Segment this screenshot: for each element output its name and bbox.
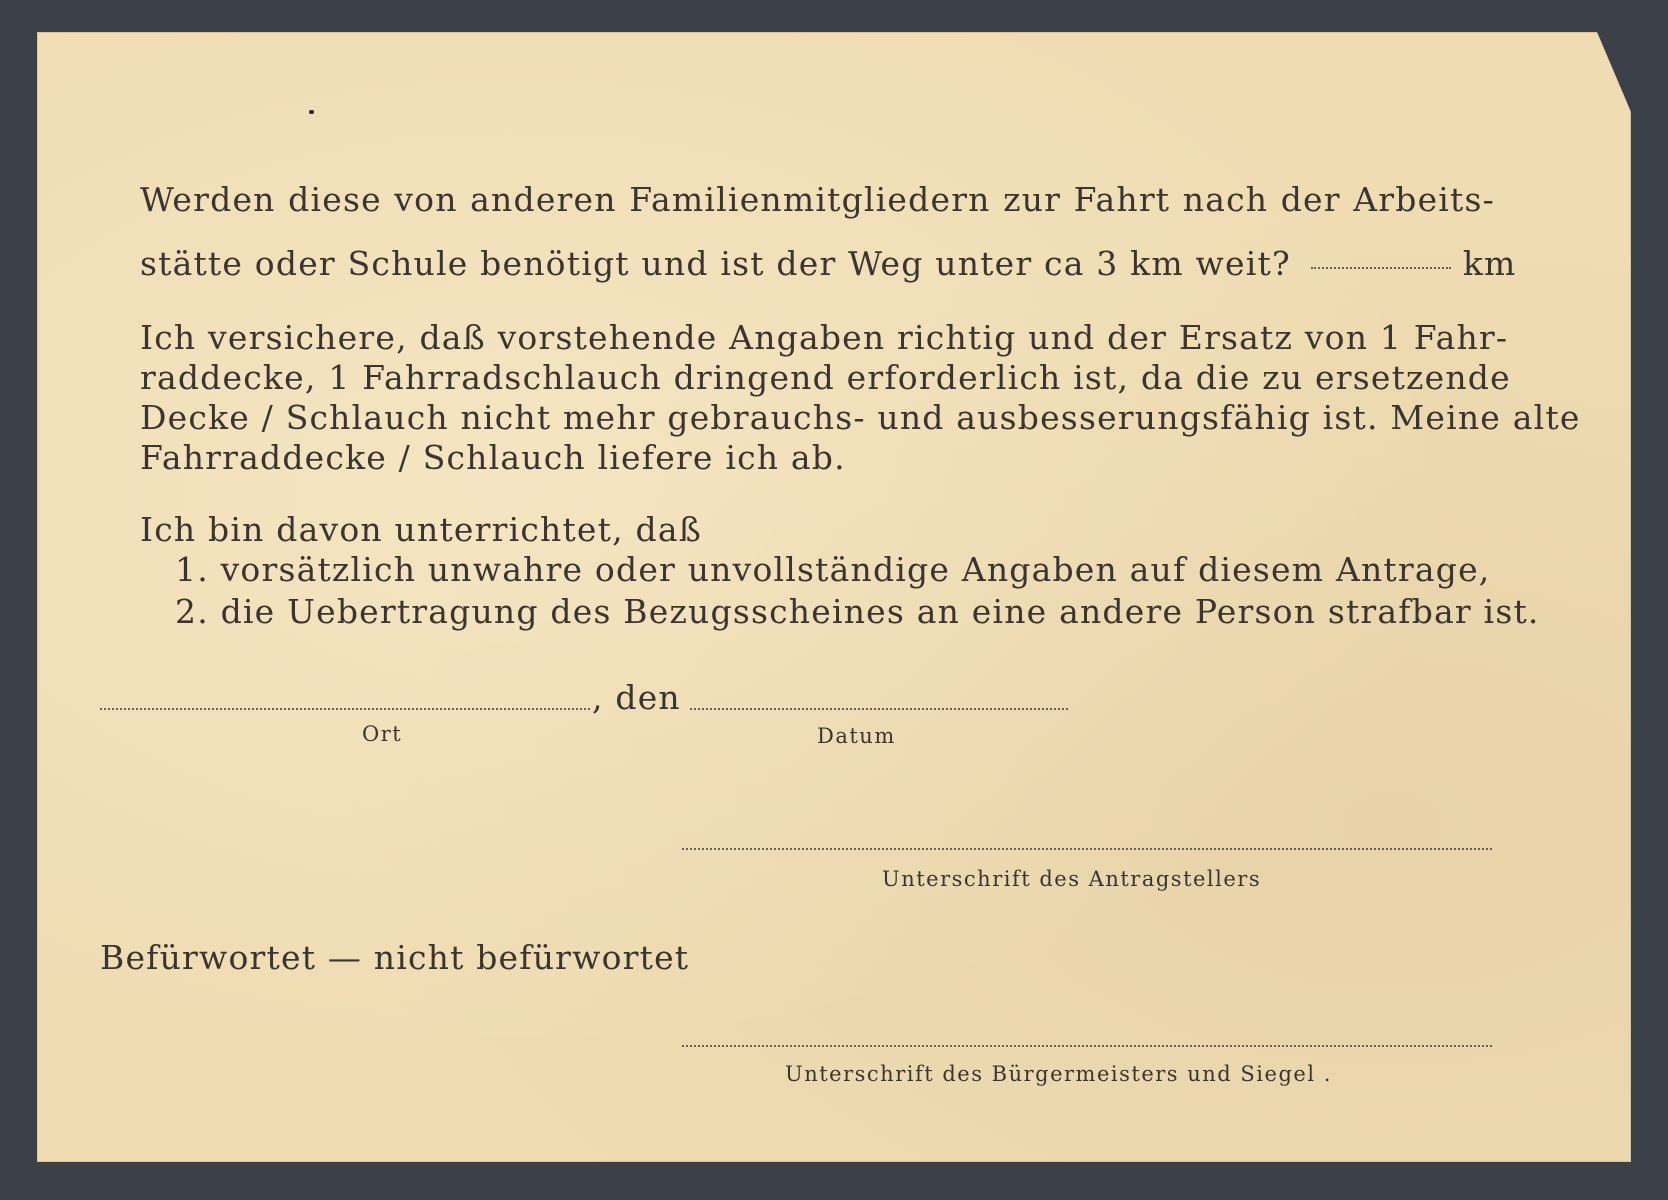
notice-intro: Ich bin davon unterrichtet, daß <box>140 510 702 549</box>
date-field[interactable] <box>690 708 1068 710</box>
declaration-paragraph <box>140 318 1581 478</box>
applicant-signature-caption: Unterschrift des Antragstellers <box>882 867 1262 891</box>
approval-text: Befürwortet — nicht befürwortet <box>100 938 690 977</box>
question-line-1: Werden diese von anderen Familienmitgliedern zur Fahrt nach der Arbeits- <box>140 180 1495 219</box>
place-field[interactable] <box>100 708 590 710</box>
place-caption: Ort <box>362 722 403 746</box>
form-card <box>37 32 1631 1162</box>
declaration-line-3: Decke / Schlauch nicht mehr gebrauchs- und ausbesserungsfähig ist. Meine alte <box>140 398 1581 437</box>
applicant-signature-field[interactable] <box>682 848 1492 850</box>
notice-item-2: 2. die Uebertragung des Bezugsscheines an eine andere Person strafbar ist. <box>175 592 1540 631</box>
place-date-separator: , den <box>592 678 681 717</box>
question-line-2-text: stätte oder Schule benötigt und ist der Weg unter ca 3 km weit? <box>140 244 1291 283</box>
date-caption: Datum <box>817 724 896 748</box>
mayor-signature-caption: Unterschrift des Bürgermeisters und Siegel . <box>785 1062 1332 1086</box>
declaration-line-4: Fahrraddecke / Schlauch liefere ich ab. <box>140 438 846 477</box>
distance-unit: km <box>1462 244 1517 283</box>
declaration-line-1: Ich versichere, daß vorstehende Angaben richtig und der Ersatz von 1 Fahr- <box>140 318 1509 357</box>
declaration-line-2: raddecke, 1 Fahrradschlauch dringend erforderlich ist, da die zu ersetzende <box>140 358 1511 397</box>
distance-field[interactable] <box>1311 267 1451 269</box>
notice-item-1: 1. vorsätzlich unwahre oder unvollständige Angaben auf diesem Antrage, <box>175 550 1491 589</box>
mayor-signature-field[interactable] <box>682 1045 1492 1047</box>
folded-corner <box>1597 32 1631 112</box>
question-line-2 <box>140 244 1517 283</box>
ink-speck <box>309 110 314 114</box>
